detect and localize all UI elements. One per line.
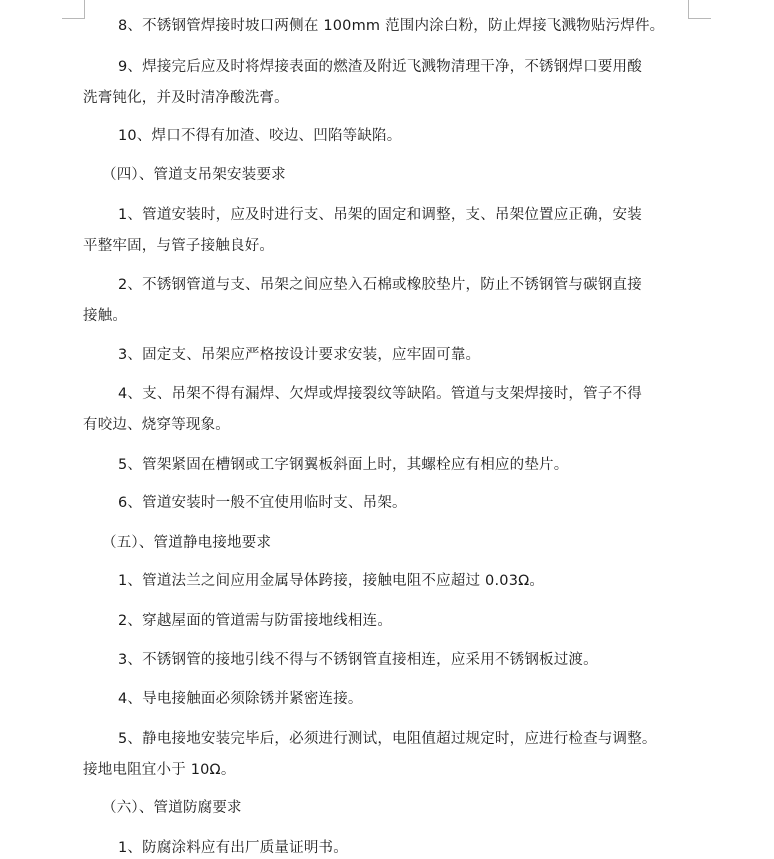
paragraph-line: 有咬边、烧穿等现象。 bbox=[83, 417, 230, 433]
paragraph-line: 4、导电接触面必须除锈并紧密连接。 bbox=[118, 691, 363, 707]
paragraph-line: 1、管道安装时，应及时进行支、吊架的固定和调整，支、吊架位置应正确，安装 bbox=[118, 207, 642, 223]
section-heading: （四）、管道支吊架安装要求 bbox=[102, 167, 286, 183]
paragraph-line: 3、不锈钢管的接地引线不得与不锈钢管直接相连，应采用不锈钢板过渡。 bbox=[118, 652, 598, 668]
section-heading: （五）、管道静电接地要求 bbox=[102, 535, 272, 551]
section-heading: （六）、管道防腐要求 bbox=[102, 800, 242, 816]
paragraph-line: 2、不锈钢管道与支、吊架之间应垫入石棉或橡胶垫片，防止不锈钢管与碳钢直接 bbox=[118, 277, 642, 293]
paragraph-line: 2、穿越屋面的管道需与防雷接地线相连。 bbox=[118, 613, 393, 629]
paragraph-line: 接触。 bbox=[83, 308, 128, 324]
paragraph-line: 平整牢固，与管子接触良好。 bbox=[83, 238, 275, 254]
paragraph-line: 1、管道法兰之间应用金属导体跨接，接触电阻不应超过 0.03Ω。 bbox=[118, 573, 545, 589]
paragraph-line: 5、管架紧固在槽钢或工字钢翼板斜面上时，其螺栓应有相应的垫片。 bbox=[118, 457, 569, 473]
paragraph-line: 5、静电接地安装完毕后，必须进行测试，电阻值超过规定时，应进行检查与调整。 bbox=[118, 731, 657, 747]
paragraph-line: 8、不锈钢管焊接时坡口两侧在 100mm 范围内涂白粉，防止焊接飞溅物贴污焊件。 bbox=[118, 18, 665, 34]
paragraph-line: 1、防腐涂料应有出厂质量证明书。 bbox=[118, 840, 348, 856]
margin-corner-mark-left bbox=[62, 0, 85, 19]
paragraph-line: 9、焊接完后应及时将焊接表面的燃渣及附近飞溅物清理干净，不锈钢焊口要用酸 bbox=[118, 59, 642, 75]
paragraph-line: 6、管道安装时一般不宜使用临时支、吊架。 bbox=[118, 495, 407, 511]
margin-corner-mark-right bbox=[688, 0, 711, 19]
paragraph-line: 洗膏钝化，并及时清净酸洗膏。 bbox=[83, 90, 289, 106]
paragraph-line: 接地电阻宜小于 10Ω。 bbox=[83, 762, 236, 778]
paragraph-line: 10、焊口不得有加渣、咬边、凹陷等缺陷。 bbox=[118, 128, 402, 144]
paragraph-line: 4、支、吊架不得有漏焊、欠焊或焊接裂纹等缺陷。管道与支架焊接时，管子不得 bbox=[118, 386, 642, 402]
paragraph-line: 3、固定支、吊架应严格按设计要求安装，应牢固可靠。 bbox=[118, 347, 481, 363]
